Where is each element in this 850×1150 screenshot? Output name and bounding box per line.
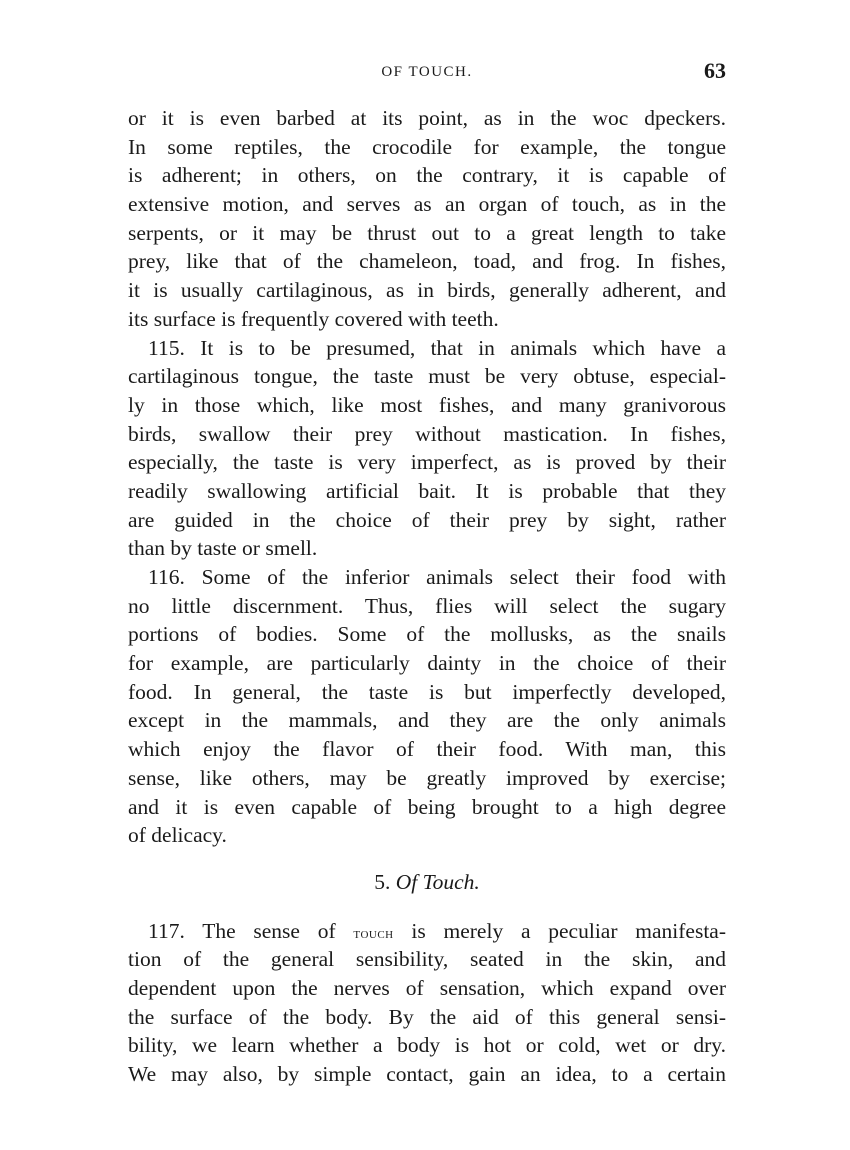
text-line: portions of bodies. Some of the mollusks, as the snails (128, 622, 726, 647)
small-caps-term: touch (353, 924, 394, 942)
text-line: tion of the general sensibility, seated in the skin, and (128, 947, 726, 972)
text-line: the surface of the body. By the aid of this general sensi- (128, 1004, 726, 1029)
text-line: and it is even capable of being brought to a high degree (128, 794, 726, 819)
text-line: no little discernment. Thus, flies will select the sugary (128, 593, 726, 618)
text-line: or it is even barbed at its point, as in the woc dpeckers. (128, 106, 726, 130)
text-line: its surface is frequently covered with teeth. (128, 306, 499, 331)
body-text (128, 104, 726, 1089)
text-line: food. In general, the taste is but imperfectly developed, (128, 679, 726, 704)
text-line: than by taste or smell. (128, 536, 318, 561)
text-line: readily swallowing artificial bait. It is probable that they (128, 478, 726, 503)
text-fragment: 117. The sense of (148, 918, 354, 943)
paragraph-115-start: 115. It is to be presumed, that in animals which have a (148, 335, 726, 360)
running-title: OF TOUCH. (381, 64, 473, 80)
text-line: is adherent; in others, on the contrary, it is capable of (128, 163, 726, 188)
running-head (128, 58, 726, 90)
section-number: 5. (374, 869, 391, 894)
text-line: serpents, or it may be thrust out to a great length to take (128, 220, 726, 245)
section-title: Of Touch. (395, 869, 480, 894)
text-line: dependent upon the nerves of sensation, which expand over (128, 975, 726, 1000)
text-line: birds, swallow their prey without mastication. In fishes, (128, 421, 726, 446)
text-line: it is usually cartilaginous, as in birds, generally adherent, and (128, 278, 726, 303)
text-line: which enjoy the flavor of their food. With man, this (128, 737, 726, 762)
text-line: cartilaginous tongue, the taste must be very obtuse, especial- (128, 364, 726, 389)
text-line: bility, we learn whether a body is hot or cold, wet or dry. (128, 1033, 726, 1058)
text-line: In some reptiles, the crocodile for example, the tongue (128, 134, 726, 159)
text-line: We may also, by simple contact, gain an idea, to a certain (128, 1062, 726, 1086)
page-number: 63 (704, 58, 726, 83)
section-heading (128, 868, 726, 897)
text-line: except in the mammals, and they are the only animals (128, 708, 726, 733)
text-line: prey, like that of the chameleon, toad, and frog. In fishes, (128, 249, 726, 274)
text-line: are guided in the choice of their prey by sight, rather (128, 507, 726, 532)
text-line: sense, like others, may be greatly improved by exercise; (128, 765, 726, 790)
text-line: extensive motion, and serves as an organ of touch, as in the (128, 192, 726, 217)
paragraph-117-start (128, 917, 726, 946)
text-line: of delicacy. (128, 823, 227, 848)
text-fragment: is merely a peculiar manifesta- (393, 918, 727, 943)
text-line: especially, the taste is very imperfect, as is proved by their (128, 450, 726, 475)
text-line: for example, are particularly dainty in the choice of their (128, 651, 726, 676)
text-line: ly in those which, like most fishes, and many granivorous (128, 392, 726, 417)
paragraph-116-start: 116. Some of the inferior animals select their food with (148, 565, 726, 589)
